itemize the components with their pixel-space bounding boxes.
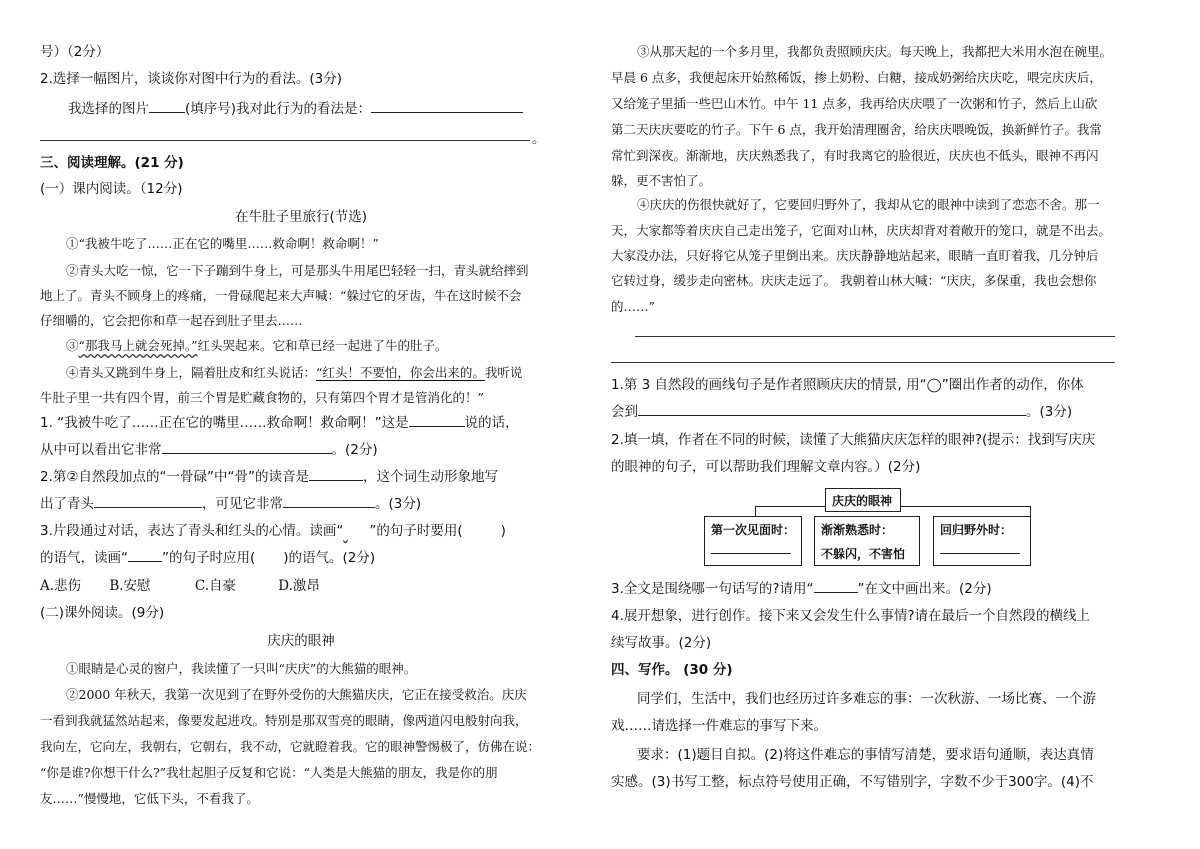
p1-para-2-line-3: 仔细嚼的，它会把你和草一起吞到肚子里去……: [40, 313, 303, 328]
prev-question-tail: 号）（2分）: [40, 44, 110, 60]
blank-underline-mark: [128, 549, 162, 562]
period: 。: [532, 131, 546, 147]
option-b[interactable]: B.安慰: [109, 578, 151, 594]
answer-rule[interactable]: [40, 140, 530, 141]
blank-picture-number[interactable]: [149, 100, 185, 113]
p2-para-2-line-3: 我向左，它向左，我朝右，它朝右，我不动，它就瞪着我。它的眼神警惕极了，仿佛在说：: [40, 739, 541, 754]
q2-line-1: 2.第②自然段加点的“一骨碌”中“骨”的读音是 ，这个词生动形象地写: [40, 469, 498, 485]
p1-para-4-line-1: ④青头又跳到牛身上，隔着肚皮和红头说话：“红头！不要怕，你会出来的。我听说: [66, 365, 523, 380]
r-q1-line-2: 会到 。(3分): [611, 404, 1073, 420]
writing-line-2: 戏……请选择一件难忘的事写下来。: [611, 718, 827, 734]
blank-quality[interactable]: [283, 495, 375, 508]
p2-para-4-line-3: 大家没办法，只好将它从笼子里倒出来。庆庆静静地站起来，眼睛一直盯着我，几分钟后: [611, 248, 1099, 263]
p2-para-3-line-3: 又给笼子里插一些巴山木竹。中午 11 点多，我再给庆庆喂了一次粥和竹子，然后上山砍: [611, 96, 1098, 111]
diagram-box-familiar: 渐渐熟悉时： 不躲闪，不害怕: [814, 516, 920, 566]
section-3-heading: 三、阅读理解。(21 分): [40, 155, 184, 171]
p2-para-3-line-1: ③从那天起的一个多月里，我都负责照顾庆庆。每天晚上，我都把大米用水泡在碗里。: [637, 44, 1113, 59]
p1-para-2-line-1: ②青头大吃一惊，它一下子蹦到牛身上，可是那头牛用尾巴轻轻一扫，青头就给摔到: [66, 263, 529, 278]
q2-answer-line: 我选择的图片 (填序号)我对此行为的看法是：: [68, 100, 523, 118]
q1-line-2: 从中可以看出它非常 。(2分): [40, 442, 378, 458]
p1-para-2-line-2: 地上了。青头不顾身上的疼痛，一骨碌爬起来大声喊：“躲过它的牙齿，牛在这时候不会: [40, 288, 522, 303]
p2-para-3-line-6: 躲，更不害怕了。: [611, 173, 712, 188]
continuation-line-1[interactable]: [635, 336, 1115, 337]
q2-title: 2.选择一幅图片，谈谈你对图中行为的看法。(3分): [40, 71, 343, 87]
blank-feeling[interactable]: [162, 441, 332, 454]
p2-para-2-line-1: ②2000 年秋天，我第一次见到了在野外受伤的大熊猫庆庆，它正在接受救治。庆庆: [66, 687, 527, 702]
writing-requirement-1: 要求：(1)题目自拟。(2)将这件难忘的事情写清楚，要求语句通顺，表达真情: [637, 747, 1094, 763]
passage-1-title: 在牛肚子里旅行(节选): [234, 209, 368, 225]
p2-para-2-line-2: 一看到我就猛然站起来，像要发起进攻。特别是那双雪亮的眼睛，像两道闪电般射向我，: [40, 713, 528, 728]
p1-para-3: ③“那我马上就会死掉。”红头哭起来。它和草已经一起进了牛的肚子。: [66, 338, 448, 353]
p2-para-3-line-5: 常忙到深夜。渐渐地，庆庆熟悉我了，有时我离它的脸很近，庆庆也不低头，眼神不再闪: [611, 148, 1099, 163]
p2-para-4-line-1: ④庆庆的伤很快就好了，它要回归野外了，我却从它的眼神中读到了恋恋不舍。那一: [637, 197, 1100, 212]
diagram-box-return: 回归野外时：: [933, 516, 1031, 566]
blank-opinion[interactable]: [371, 100, 523, 113]
r-q1-line-1: 1.第 3 自然段的画线句子是作者照顾庆庆的情景, 用“◯”圈出作者的动作，你体: [611, 377, 1084, 393]
blank-speaker[interactable]: [409, 414, 465, 427]
p2-para-3-line-2: 早晨 6 点多，我便起床开始熬稀饭，掺上奶粉、白糖，接成奶粥给庆庆吃，喂完庆庆后，: [611, 70, 1102, 85]
p2-para-4-line-4: 它转过身，缓步走向密林。庆庆走远了。 我朝着山林大喊：“庆庆，多保重，我也会想你: [611, 273, 1097, 288]
diagram-root: 庆庆的眼神: [825, 488, 901, 512]
continuation-line-2[interactable]: [611, 362, 1115, 363]
option-d[interactable]: D.激昂: [278, 578, 320, 594]
p1-para-1: ①“我被牛吃了……正在它的嘴里……救命啊！救命啊！”: [66, 236, 379, 251]
option-c[interactable]: C.自豪: [194, 578, 236, 594]
blank-pronunciation[interactable]: [309, 468, 363, 481]
subsection-1-heading: (一）课内阅读。（12分): [40, 181, 183, 197]
blank-mark: [814, 580, 858, 593]
p1-para-4-line-2: 牛肚子里一共有四个胃，前三个胃是贮藏食物的，只有第四个胃才是管消化的！”: [40, 390, 484, 405]
r-q4-line-2: 续写故事。(2分): [611, 635, 712, 651]
wavy-sentence: “那我马上就会死掉。”: [78, 338, 198, 353]
p2-para-2-line-4: “你是谁?你想干什么?”我壮起胆子反复和它说：“人类是大熊猫的朋友，我是你的朋: [40, 765, 498, 780]
p2-para-4-line-5: 的……”: [611, 299, 655, 314]
blank-return[interactable]: [940, 541, 1020, 554]
p2-para-4-line-2: 天，大家都等着庆庆自己走出笼子，它面对山林，庆庆却背对着敞开的笼口，就是不出去。: [611, 223, 1112, 238]
r-q3: 3.全文是围绕哪一句话写的?请用“ ”在文中画出来。(2分): [611, 581, 992, 597]
q3-line-2: 的语气，读画“ ”的句子时应用( )的语气。(2分): [40, 550, 376, 566]
option-a[interactable]: A.悲伤: [40, 578, 82, 594]
blank-action[interactable]: [94, 495, 202, 508]
passage-2-title: 庆庆的眼神: [267, 633, 335, 649]
options-row: [40, 577, 320, 595]
r-q2-line-1: 2.填一填，作者在不同的时候，读懂了大熊猫庆庆怎样的眼神?(提示：找到写庆庆: [611, 432, 1096, 448]
underlined-sentence: “红头！不要怕，你会出来的。: [316, 365, 485, 380]
r-q2-line-2: 的眼神的句子，可以帮助我们理解文章内容。）(2分): [611, 459, 921, 475]
writing-line-1: 同学们，生活中，我们也经历过许多难忘的事：一次秋游、一场比赛、一个游: [637, 691, 1096, 707]
p2-para-2-line-5: 友……”慢慢地，它低下头，不看我了。: [40, 791, 259, 806]
blank-feeling-r[interactable]: [638, 403, 1026, 416]
r-q4-line-1: 4.展开想象，进行创作。接下来又会发生什么事情?请在最后一个自然段的横线上: [611, 608, 1091, 624]
writing-requirement-2: 实感。(3)书写工整，标点符号使用正确，不写错别字，字数不少于300字。(4)不: [611, 774, 1094, 790]
p2-para-3-line-4: 第二天庆庆要吃的竹子。下午 6 点，我开始清理圈舍，给庆庆喂晚饭，换新鲜竹子。我常: [611, 122, 1102, 137]
q1-line-1: 1. “我被牛吃了……正在它的嘴里……救命啊！救命啊！”这是 说的话，: [40, 415, 519, 431]
p2-para-1: ①眼睛是心灵的窗户，我读懂了一只叫“庆庆”的大熊猫的眼神。: [66, 661, 417, 676]
q2-line-2: 出了青头 ，可见它非常 。(3分): [40, 496, 422, 512]
blank-first-meeting[interactable]: [711, 541, 791, 554]
subsection-2-heading: (二)课外阅读。(9分): [40, 605, 165, 621]
section-4-heading: 四、写作。 (30 分): [611, 662, 733, 678]
diagram-box-first-meeting: 第一次见面时：: [704, 516, 802, 566]
q3-line-1: 3.片段通过对话，表达了青头和红头的心情。读画“ ”的句子时要用( ): [40, 523, 506, 539]
